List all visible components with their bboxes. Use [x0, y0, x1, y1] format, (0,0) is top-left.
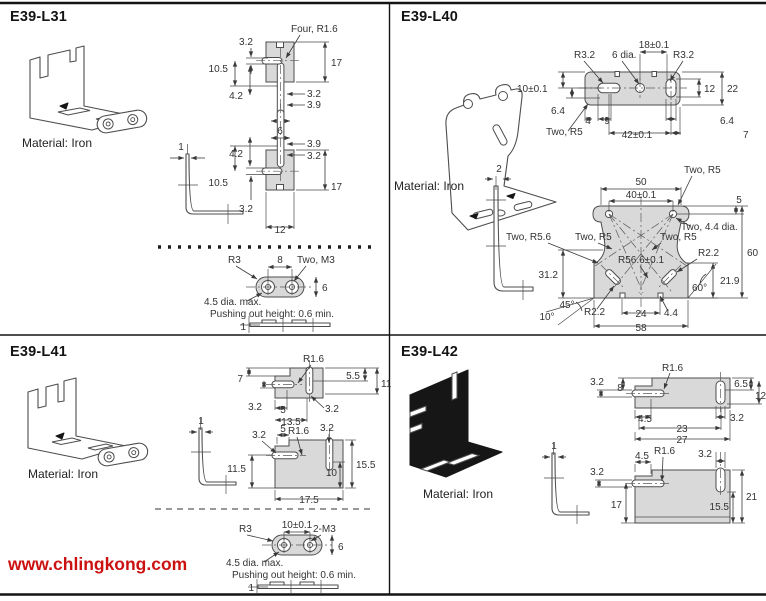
material-label: Material: Iron	[28, 467, 99, 481]
dim-label: 4.2	[229, 149, 243, 160]
top-view	[517, 40, 749, 141]
dim-label: 3.2	[239, 37, 253, 48]
section-title: E39-L42	[401, 344, 459, 360]
part-3d-sketch	[30, 46, 148, 134]
dim-label: 3.2	[590, 377, 604, 388]
dim-label: 3.2	[307, 151, 321, 162]
dim-label: Two, R5	[546, 127, 583, 138]
dim-label: 8	[617, 383, 623, 394]
dim-label: 7	[743, 130, 749, 141]
dim-label: 4.5 dia. max.	[204, 297, 262, 308]
dim-label: 4.4	[664, 308, 678, 319]
dim-label: 10±0.1	[281, 520, 313, 531]
dim-label: 10	[325, 468, 337, 479]
dim-label: 1	[551, 441, 557, 452]
dim-label: R3	[239, 524, 252, 535]
side-view	[542, 441, 589, 524]
dim-label: 15.5	[709, 502, 729, 513]
dim-label: 17	[610, 500, 622, 511]
dim-label: 12	[704, 84, 716, 95]
dim-label: 17.5	[299, 495, 319, 506]
dim-label: 60°	[692, 283, 708, 294]
front-view-bottom	[227, 423, 376, 506]
front-view-bottom	[209, 104, 343, 236]
dim-label: 3.2	[325, 404, 339, 415]
dim-label: Pushing out height: 0.6 min.	[232, 570, 356, 581]
part-3d-sketch	[410, 370, 502, 477]
section-title: E39-L40	[401, 9, 459, 25]
dim-label: R1.6	[303, 354, 325, 365]
dim-label: 6.4	[720, 116, 734, 127]
dim-label: 4.5	[635, 451, 649, 462]
plate-side-profile	[248, 579, 338, 594]
dim-label: 5	[280, 424, 286, 435]
dim-label: 1	[198, 416, 204, 427]
dim-label: 10.5	[208, 178, 228, 189]
part-3d-sketch	[446, 85, 556, 230]
dim-label: 5.5	[346, 371, 360, 382]
dim-label: Two, 4.4 dia.	[681, 222, 738, 233]
material-label: Material: Iron	[423, 487, 494, 501]
dim-label: Two, R5	[660, 232, 697, 243]
dim-label: 23	[676, 424, 688, 435]
dim-label: 6 dia.	[612, 50, 637, 61]
dim-label: 4.5 dia. max.	[226, 558, 284, 569]
dim-label: 15.5	[356, 460, 376, 471]
dim-label: 3.2	[730, 413, 744, 424]
dim-label: 12	[755, 391, 766, 402]
dim-label: 6.5	[734, 379, 748, 390]
dim-label: R1.6	[662, 363, 684, 374]
dim-label: Two, M3	[297, 255, 335, 266]
dim-label: 3.2	[239, 204, 253, 215]
watermark-link[interactable]: www.chlingkong.com	[8, 554, 188, 574]
mounting-plate-view	[226, 520, 356, 594]
dim-label: 24	[635, 309, 647, 320]
section-title: E39-L41	[10, 344, 68, 360]
dim-label: R2.2	[698, 248, 720, 259]
dim-label: 10.5	[208, 64, 228, 75]
dim-label: 17	[331, 58, 343, 69]
dim-label: 1	[240, 322, 246, 333]
dim-label: 4	[585, 116, 591, 127]
dim-label: 3.2	[248, 402, 262, 413]
dim-label: 3.9	[307, 139, 321, 150]
dim-label: 3.2	[590, 467, 604, 478]
front-view	[506, 165, 759, 334]
section-e39-l42	[401, 344, 766, 524]
dim-label: 45°	[559, 300, 575, 311]
dim-label: 10±0.1	[517, 84, 548, 95]
dim-label: R56.6±0.1	[618, 255, 665, 266]
dim-label: Two, R5	[684, 165, 721, 176]
dim-label: R3	[228, 255, 241, 266]
dim-label: 2	[496, 164, 502, 175]
dim-label: 8	[277, 255, 283, 266]
front-view-top	[209, 24, 343, 128]
material-label: Material: Iron	[394, 179, 465, 193]
dim-label: R3.2	[574, 50, 596, 61]
part-3d-sketch	[28, 378, 149, 467]
dim-label: 18±0.1	[638, 40, 670, 51]
dim-label: 58	[635, 323, 647, 334]
dim-label: 40±0.1	[625, 190, 657, 201]
dim-label: 9	[604, 116, 610, 127]
section-e39-l40	[394, 9, 759, 334]
dim-label: R1.6	[288, 426, 310, 437]
dim-label: 22	[727, 84, 739, 95]
dim-label: 10°	[539, 312, 555, 323]
dim-label: 5	[736, 195, 742, 206]
dim-label: 6	[338, 542, 344, 553]
dim-label: Two, R5	[575, 232, 612, 243]
dim-label: 50	[635, 177, 647, 188]
dim-label: 21.9	[720, 276, 740, 287]
dim-label: 6.4	[551, 106, 565, 117]
front-view-top	[590, 363, 766, 446]
dim-label: 4.5	[638, 414, 652, 425]
dim-label: 3.2	[320, 423, 334, 434]
mounting-plate-view	[204, 255, 335, 333]
section-e39-l31	[10, 9, 372, 333]
dim-label: 3.2	[698, 449, 712, 460]
side-view	[189, 416, 236, 494]
dim-label: R1.6	[654, 446, 676, 457]
dim-label: 5	[280, 405, 286, 416]
dim-label: 7	[237, 374, 243, 385]
dim-label: 2-M3	[313, 524, 336, 535]
dim-label: 3.2	[307, 89, 321, 100]
dim-label: 3.9	[307, 100, 321, 111]
section-title: E39-L31	[10, 9, 68, 25]
dim-label: 1	[248, 583, 254, 594]
front-view-top	[237, 354, 391, 428]
dim-label: Two, R5.6	[506, 232, 552, 243]
dim-label: 1	[178, 142, 184, 153]
dim-label: 4.2	[229, 91, 243, 102]
dim-label: 11.5	[227, 464, 246, 475]
dim-label: 13.5	[281, 417, 301, 428]
dim-label: 11	[381, 379, 392, 390]
dim-label: Four, R1.6	[291, 24, 338, 35]
dim-label: 17	[331, 182, 343, 193]
dim-label: 6	[277, 126, 283, 137]
dim-label: 60	[747, 248, 759, 259]
material-label: Material: Iron	[22, 136, 93, 150]
dim-label: Pushing out height: 0.6 min.	[210, 309, 334, 320]
dim-label: 6	[322, 283, 328, 294]
dim-label: R2.2	[584, 307, 606, 318]
front-view-bottom	[590, 446, 757, 523]
dim-label: 27	[676, 435, 688, 446]
dim-label: R3.2	[673, 50, 695, 61]
dim-label: 21	[746, 492, 758, 503]
dim-label: 31.2	[538, 270, 558, 281]
dim-label: 42±0.1	[621, 130, 653, 141]
dim-label: 12	[274, 225, 286, 236]
dim-label: 3.2	[252, 430, 266, 441]
